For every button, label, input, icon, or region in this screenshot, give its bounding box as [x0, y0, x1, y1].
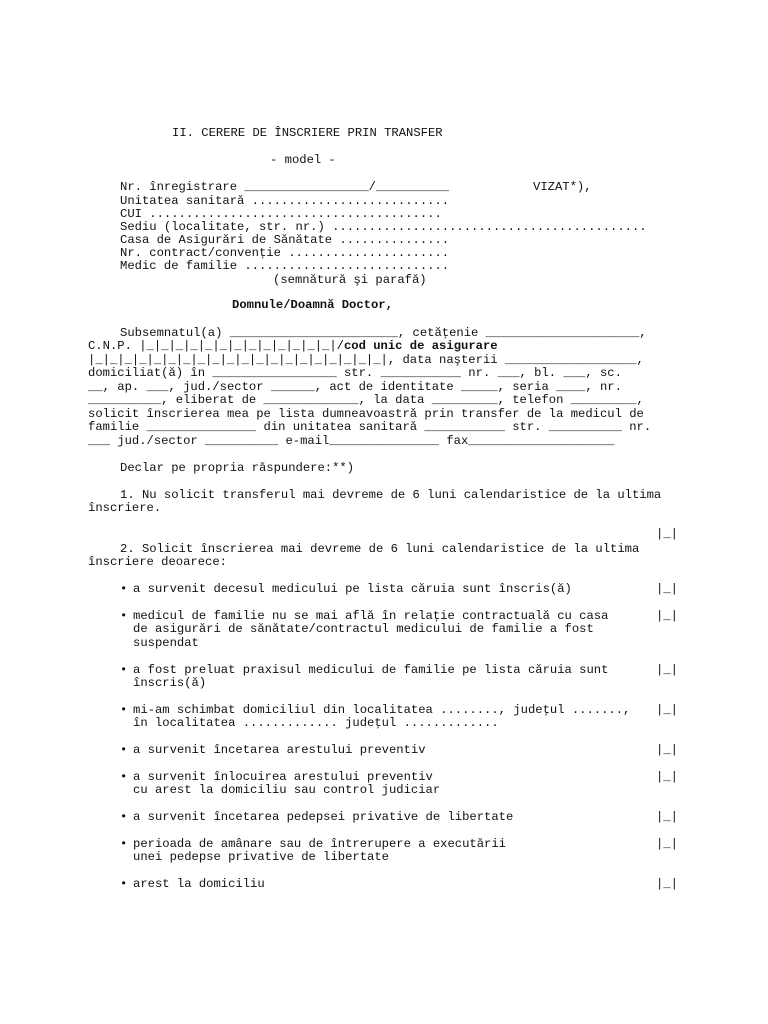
bullet-marker: •: [120, 663, 128, 677]
bullet-marker: •: [120, 877, 128, 891]
checkbox-incetare-pedeapsa[interactable]: |_|: [656, 810, 678, 824]
familie-line: familie _______________ din unitatea sanitară ___________ str. __________ nr.: [88, 420, 652, 434]
declar-heading: Declar pe propria răspundere:**): [120, 461, 355, 475]
bullet-marker: •: [120, 703, 128, 717]
bullet-domiciliu-line2: în localitatea ............. judeţul .............: [133, 716, 499, 730]
cod-unic-boxes-line: |_|_|_|_|_|_|_|_|_|_|_|_|_|_|_|_|_|_|_|_|, data naşterii __________________,: [88, 353, 644, 367]
subsemnatul-line: Subsemnatul(a) _______________________, cetăţenie _____________________,: [120, 326, 647, 340]
bullet-arest-domiciliu: arest la domiciliu: [133, 877, 265, 891]
solicit-line: solicit înscrierea mea pe lista dumneavoastră prin transfer de la medicul de: [88, 407, 644, 421]
checkbox-amanare[interactable]: |_|: [656, 837, 678, 851]
bullet-marker: •: [120, 582, 128, 596]
bullet-contract-line2: de asigurări de sănătate/contractul medicului de familie a fost: [133, 622, 594, 636]
adresa-line: __, ap. ___, jud./sector ______, act de identitate _____, seria ____, nr.: [88, 380, 622, 394]
bullet-incetare-arest: a survenit încetarea arestului preventiv: [133, 743, 426, 757]
domiciliat-line: domiciliat(ă) în _________________ str. ___________ nr. ___, bl. ___, sc.: [88, 366, 622, 380]
eliberat-line: __________, eliberat de _____________, la data _________, telefon _________,: [88, 393, 644, 407]
checkbox-incetare-arest[interactable]: |_|: [656, 743, 678, 757]
document-title: II. CERERE DE ÎNSCRIERE PRIN TRANSFER: [172, 126, 443, 140]
bullet-praxis-line2: înscris(ă): [133, 676, 207, 690]
item1-line2: înscriere.: [88, 501, 162, 515]
item1-line1: 1. Nu solicit transferul mai devreme de 6 luni calendaristice de la ultima: [120, 488, 662, 502]
sediu-line: Sediu (localitate, str. nr.) ...........................................: [120, 220, 647, 234]
salutation: Domnule/Doamnă Doctor,: [232, 298, 393, 312]
cod-unic-label: cod unic de asigurare: [343, 339, 498, 353]
bullet-inlocuire-line1: a survenit înlocuirea arestului preventiv: [133, 770, 433, 784]
cnp-line: [88, 339, 498, 353]
cnp-boxes: C.N.P. |_|_|_|_|_|_|_|_|_|_|_|_|_|/: [88, 339, 344, 353]
item2-line1: 2. Solicit înscrierea mai devreme de 6 luni calendaristice de la ultima: [120, 542, 640, 556]
bullet-marker: •: [120, 810, 128, 824]
bullet-marker: •: [120, 770, 128, 784]
contact-line: ___ jud./sector __________ e-mail_______________ fax____________________: [88, 434, 615, 448]
checkbox-praxis[interactable]: |_|: [656, 663, 678, 677]
bullet-praxis-line1: a fost preluat praxisul medicului de familie pe lista căruia sunt: [133, 663, 609, 677]
bullet-marker: •: [120, 837, 128, 851]
medic-familie-line: Medic de familie ............................: [120, 259, 450, 273]
checkbox-deces-medic[interactable]: |_|: [656, 582, 678, 596]
semnatura-parafa-label: (semnătură şi parafă): [273, 273, 427, 287]
bullet-domiciliu-line1: mi-am schimbat domiciliul din localitatea ........, judeţul .......,: [133, 703, 638, 717]
bullet-amanare-line1: perioada de amânare sau de întrerupere a executării: [133, 837, 506, 851]
vizat-label: VIZAT*),: [533, 180, 592, 194]
checkbox-domiciliu[interactable]: |_|: [656, 703, 678, 717]
casa-asigurari-line: Casa de Asigurări de Sănătate ...............: [120, 233, 450, 247]
bullet-inlocuire-line2: cu arest la domiciliu sau control judiciar: [133, 783, 441, 797]
nr-inregistrare-line: Nr. înregistrare _________________/__________: [120, 180, 450, 194]
document-subtitle: - model -: [270, 153, 336, 167]
bullet-amanare-line2: unei pedepse privative de libertate: [133, 850, 389, 864]
bullet-contract-line3: suspendat: [133, 636, 199, 650]
cui-line: CUI ........................................: [120, 207, 442, 221]
nr-contract-line: Nr. contract/convenţie ......................: [120, 246, 450, 260]
bullet-marker: •: [120, 743, 128, 757]
unitatea-sanitara-line: Unitatea sanitară ...........................: [120, 194, 450, 208]
bullet-incetare-pedeapsa: a survenit încetarea pedepsei privative de libertate: [133, 810, 514, 824]
bullet-marker: •: [120, 609, 128, 623]
checkbox-inlocuire[interactable]: |_|: [656, 770, 678, 784]
item1-checkbox[interactable]: |_|: [656, 527, 678, 541]
item2-line2: înscriere deoarece:: [88, 555, 227, 569]
bullet-contract-line1: medicul de familie nu se mai află în relaţie contractuală cu casa: [133, 609, 609, 623]
bullet-deces-medic: a survenit decesul medicului pe lista căruia sunt înscris(ă): [133, 582, 572, 596]
checkbox-contract[interactable]: |_|: [656, 609, 678, 623]
checkbox-arest-domiciliu[interactable]: |_|: [656, 877, 678, 891]
